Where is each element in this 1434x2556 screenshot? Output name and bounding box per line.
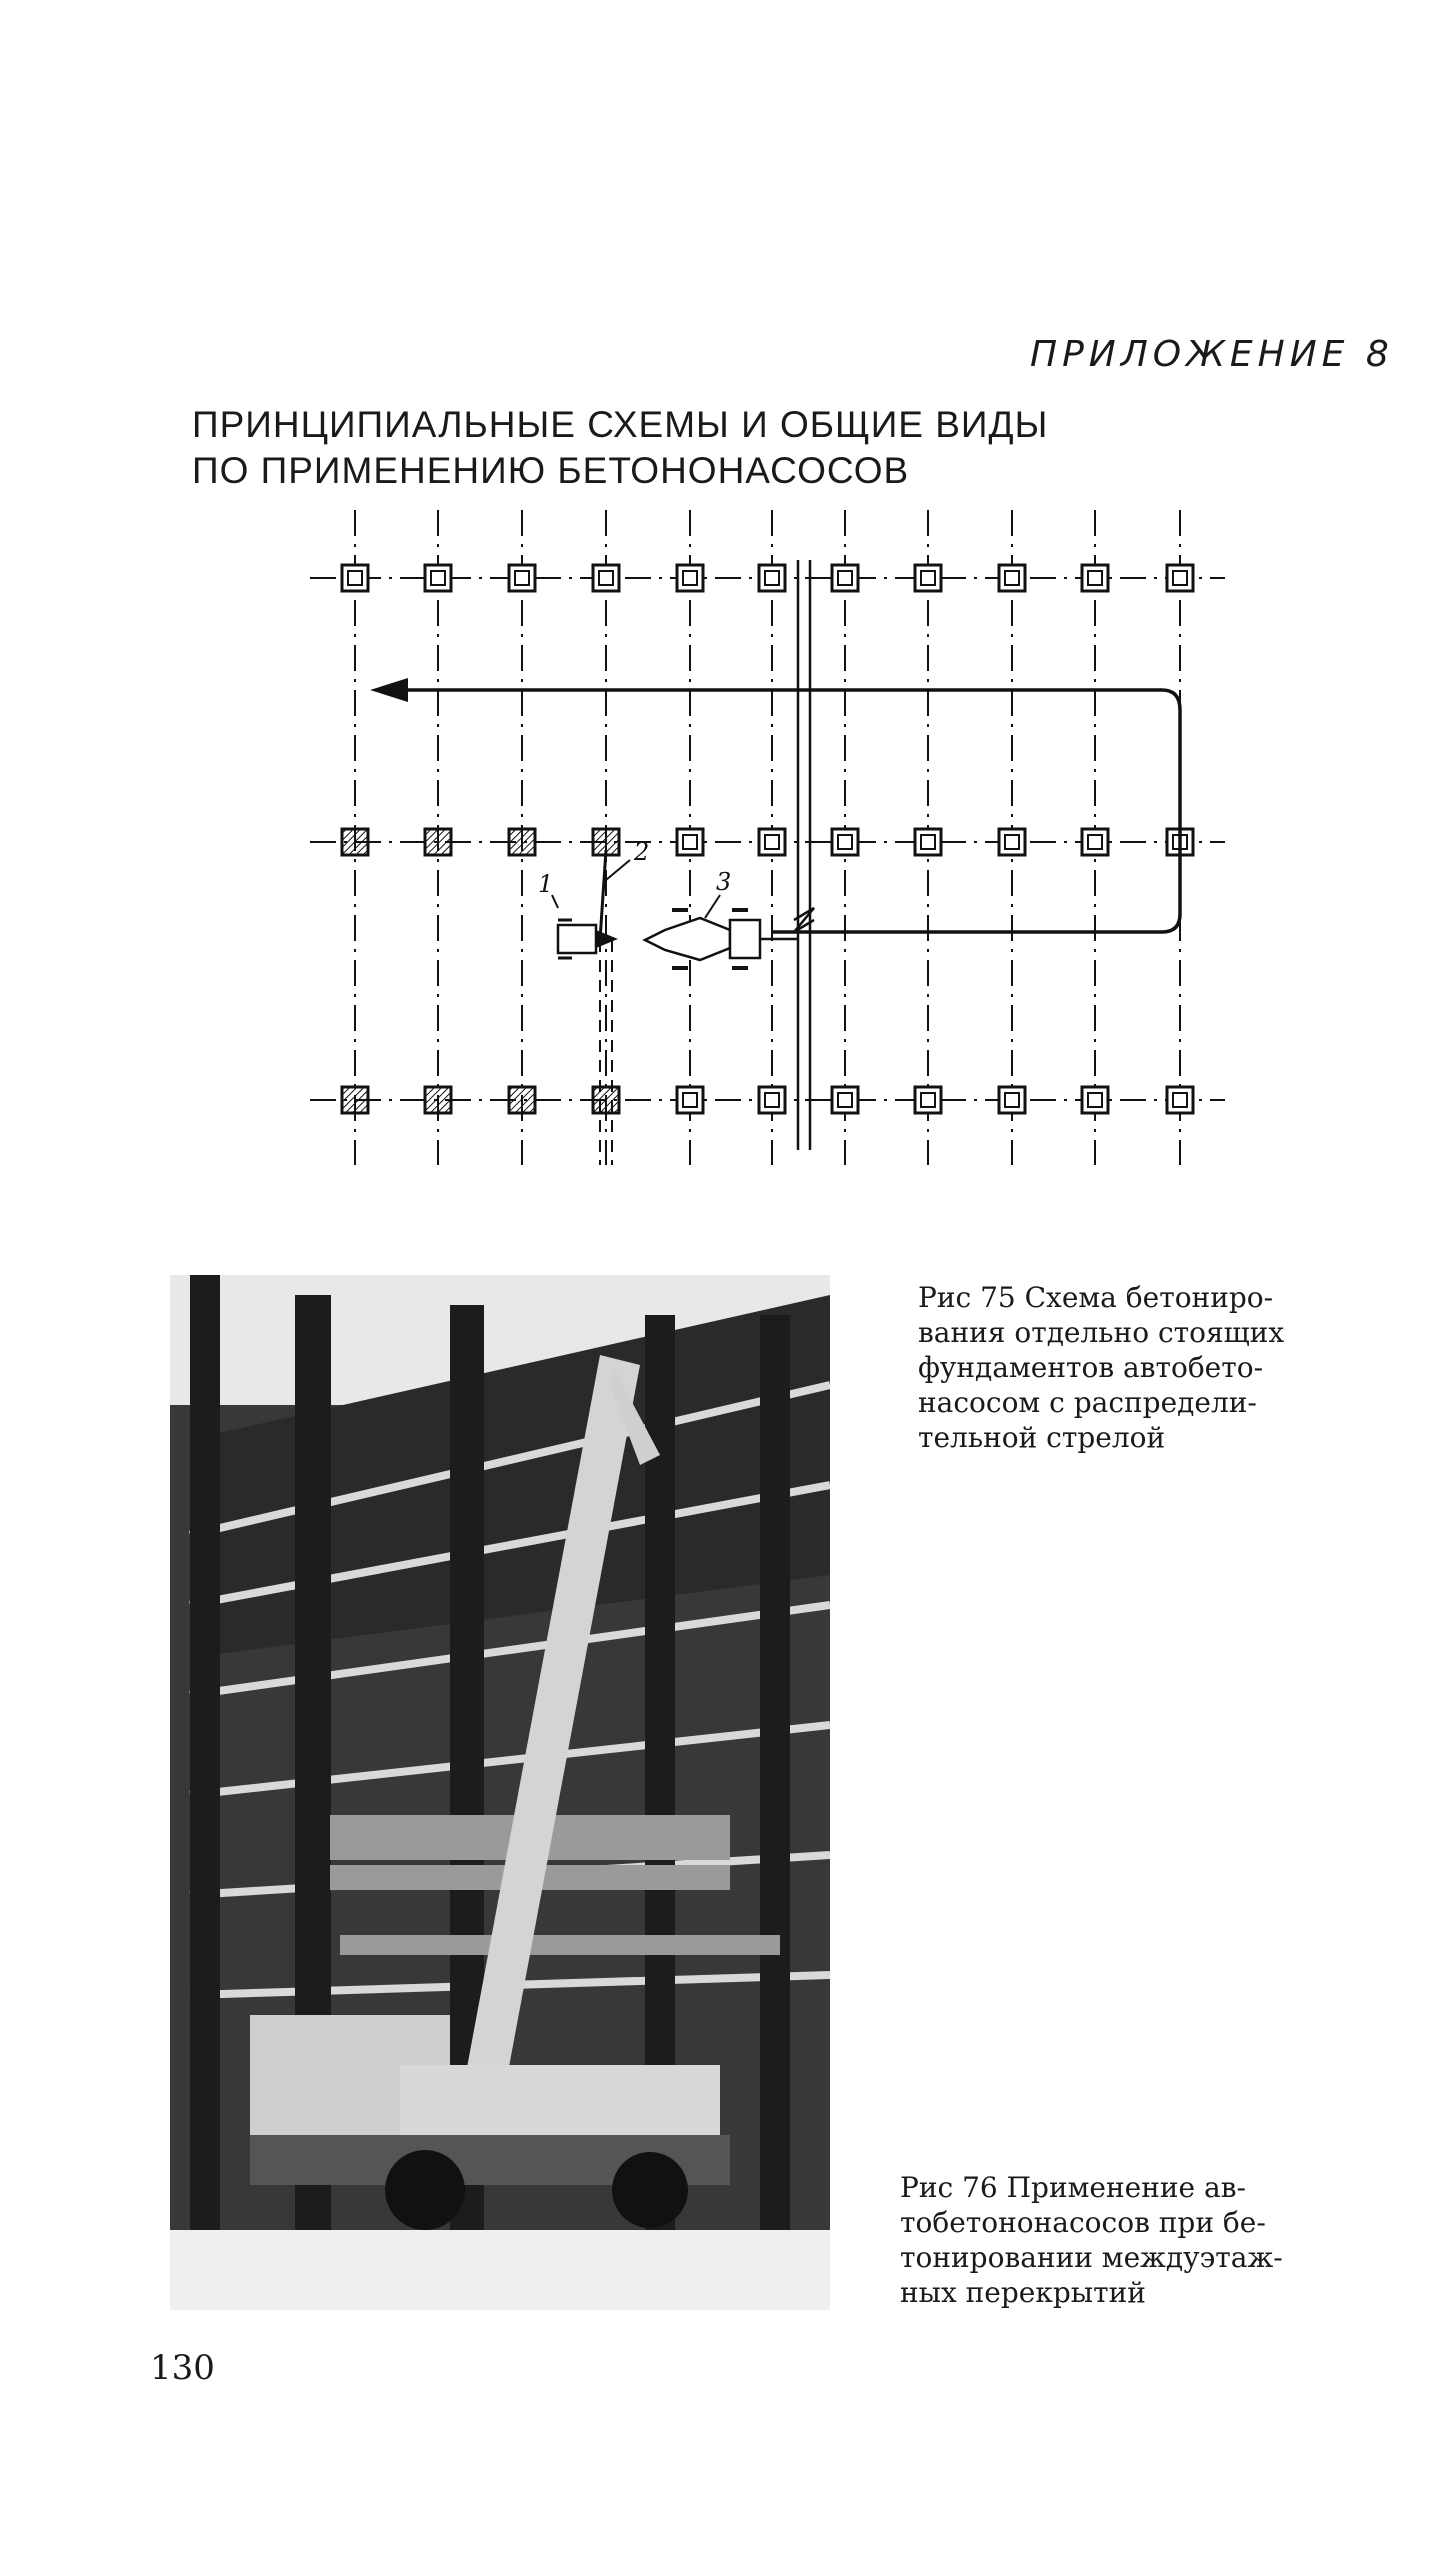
foundation <box>759 829 785 855</box>
foundation <box>425 565 451 591</box>
foundation-concreted <box>342 1087 368 1113</box>
caption-line: вания отдельно стоящих <box>918 1316 1285 1349</box>
caption-line: ных перекрытий <box>900 2276 1146 2309</box>
axis-grid <box>310 510 1225 1165</box>
pump-truck-body <box>558 925 596 953</box>
foundation <box>832 565 858 591</box>
callout-leader <box>606 860 630 880</box>
callout-label: 3 <box>716 868 732 896</box>
title-line-1: ПРИНЦИПИАЛЬНЫЕ СХЕМЫ И ОБЩИЕ ВИДЫ <box>192 404 1049 445</box>
foundation <box>1167 565 1193 591</box>
foundation <box>832 1087 858 1113</box>
foundation-concreted <box>509 1087 535 1113</box>
foundation <box>999 565 1025 591</box>
figure-75-caption <box>918 1280 1338 1455</box>
appendix-label: ПРИЛОЖЕНИЕ 8 <box>1030 334 1394 375</box>
foundation <box>759 1087 785 1113</box>
foundation <box>832 829 858 855</box>
page-number: 130 <box>150 2348 215 2388</box>
pump-route-line <box>400 690 1180 932</box>
foundation <box>915 829 941 855</box>
callout-leader <box>705 895 720 918</box>
foundation <box>509 565 535 591</box>
foundation <box>677 1087 703 1113</box>
foundation <box>759 565 785 591</box>
concrete-pump-photo <box>170 1275 830 2310</box>
caption-line: тельной стрелой <box>918 1421 1166 1454</box>
callout-label: 1 <box>538 870 554 898</box>
mixer-truck-cab <box>730 920 760 958</box>
figure-76-caption <box>900 2170 1330 2310</box>
caption-line: тобетононасосов при бе- <box>900 2206 1266 2239</box>
title-line-2: ПО ПРИМЕНЕНИЮ БЕТОНОНАСОСОВ <box>192 450 910 491</box>
foundation <box>1167 1087 1193 1113</box>
foundation <box>677 565 703 591</box>
foundation <box>999 1087 1025 1113</box>
caption-line: Рис 75 Схема бетониро- <box>918 1281 1274 1314</box>
foundation <box>342 565 368 591</box>
callout-label: 2 <box>634 838 650 866</box>
foundation-concreted <box>509 829 535 855</box>
foundation-concreted <box>593 1087 619 1113</box>
caption-line: Рис 76 Применение ав- <box>900 2171 1246 2204</box>
foundation <box>1082 1087 1108 1113</box>
mixer-truck-body <box>645 918 730 960</box>
foundation <box>1082 565 1108 591</box>
foundation <box>915 1087 941 1113</box>
caption-line: фундаментов автобето- <box>918 1351 1264 1384</box>
foundation-concreted <box>425 829 451 855</box>
concreting-scheme-diagram <box>300 500 1240 1190</box>
foundation <box>1082 829 1108 855</box>
caption-line: тонировании междуэтаж- <box>900 2241 1283 2274</box>
foundation <box>915 565 941 591</box>
foundation-concreted <box>342 829 368 855</box>
foundation <box>999 829 1025 855</box>
foundation-concreted <box>425 1087 451 1113</box>
foundation <box>593 565 619 591</box>
foundation <box>677 829 703 855</box>
page-title <box>192 402 1192 494</box>
caption-line: насосом с распредели- <box>918 1386 1257 1419</box>
route-arrow-head <box>370 678 408 702</box>
